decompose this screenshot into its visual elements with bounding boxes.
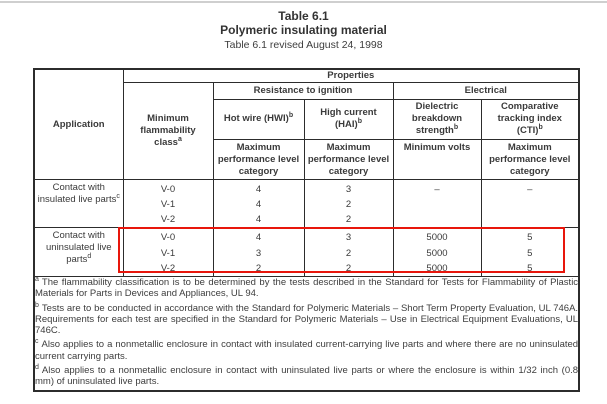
table-number-title: Table 6.1: [278, 9, 329, 23]
footnote-d: [35, 365, 578, 387]
hwi-values-cell: 4 3 2: [213, 228, 304, 277]
flammability-class-cell: V-0 V-1 V-2: [123, 179, 213, 228]
header-cell-hot-wire-hwi: Hot wire (HWI)$^b$: [213, 99, 304, 139]
header-cell-resistance-to-ignition: Resistance to ignition: [213, 82, 393, 99]
volts-values-cell: –: [393, 179, 481, 228]
application-cell-insulated: Contact with insulated live parts$^c$: [34, 179, 123, 228]
table-name-title: Polymeric insulating material: [220, 23, 387, 37]
table-revision-subtitle: Table 6.1 revised August 24, 1998: [224, 39, 383, 51]
application-cell-uninsulated: Contact with uninsulated live parts$^d$: [34, 228, 123, 277]
header-cell-max-performance-hwi: Maximum performance level category: [213, 139, 304, 179]
footnote-d-text: Also applies to a nonmetallic enclosure in contact with uninsulated live parts or where the enclosure is within 1/32 inch (0.8 mm) of uninsulated live parts.: [35, 364, 579, 387]
flammability-class-cell: V-0 V-1 V-2: [123, 228, 213, 277]
footnote-c-text: Also applies to a nonmetallic enclosure in contact with insulated current-carrying live parts and where there are no uninsulated current carrying parts.: [35, 339, 579, 362]
table-title-block: [0, 9, 607, 52]
table-row-uninsulated-live-parts: [34, 228, 579, 277]
footnote-a-marker: a: [35, 276, 39, 284]
footnotes-cell: [34, 277, 579, 391]
footnote-b-marker: b: [35, 301, 39, 309]
header-cell-properties: Properties: [123, 69, 579, 82]
polymeric-insulating-material-table: [33, 68, 580, 392]
page-top-edge: [0, 1, 607, 3]
cti-values-cell: 5 5 5: [481, 228, 579, 277]
header-cell-max-performance-cti: Maximum performance level category: [481, 139, 579, 179]
footnote-d-marker: d: [35, 363, 39, 371]
footnote-b-text: Tests are to be conducted in accordance with the Standard for Polymeric Materials – Short Term Property Evaluation, UL 746A. Requirements for each test are specified in the Standard for Polymeric Materials – Use in Electrical Equipment Evaluations, UL 746C.: [35, 302, 579, 337]
header-cell-application: Application: [34, 69, 123, 179]
hai-values-cell: 3 2 2: [304, 179, 393, 228]
header-cell-dielectric-breakdown-strength: Dielectric breakdown strength$^b$: [393, 99, 481, 139]
footnote-c: [35, 339, 578, 361]
footnote-c-marker: c: [35, 338, 39, 346]
footnote-b: [35, 303, 578, 337]
cti-values-cell: –: [481, 179, 579, 228]
header-cell-minimum-volts: Minimum volts: [393, 139, 481, 179]
hai-values-cell: 3 2 2: [304, 228, 393, 277]
volts-values-cell: 5000 5000 5000: [393, 228, 481, 277]
header-cell-max-performance-hai: Maximum performance level category: [304, 139, 393, 179]
footnote-a-text: The flammability classification is to be determined by the tests described in the Standard for Tests for Flammability of Plastic Materials for Parts in Devices and Appliances, UL 94.: [35, 277, 579, 300]
header-cell-electrical: Electrical: [393, 82, 579, 99]
footnote-a: [35, 277, 578, 299]
table-row-insulated-live-parts: [34, 179, 579, 228]
header-cell-high-current-hai: High current (HAI)$^b$: [304, 99, 393, 139]
footnotes-row: [34, 277, 579, 391]
hwi-values-cell: 4 4 4: [213, 179, 304, 228]
header-cell-min-flammability-class: Minimum flammability class$^a$: [123, 82, 213, 179]
header-cell-comparative-tracking-index: Comparative tracking index (CTI)$^b$: [481, 99, 579, 139]
